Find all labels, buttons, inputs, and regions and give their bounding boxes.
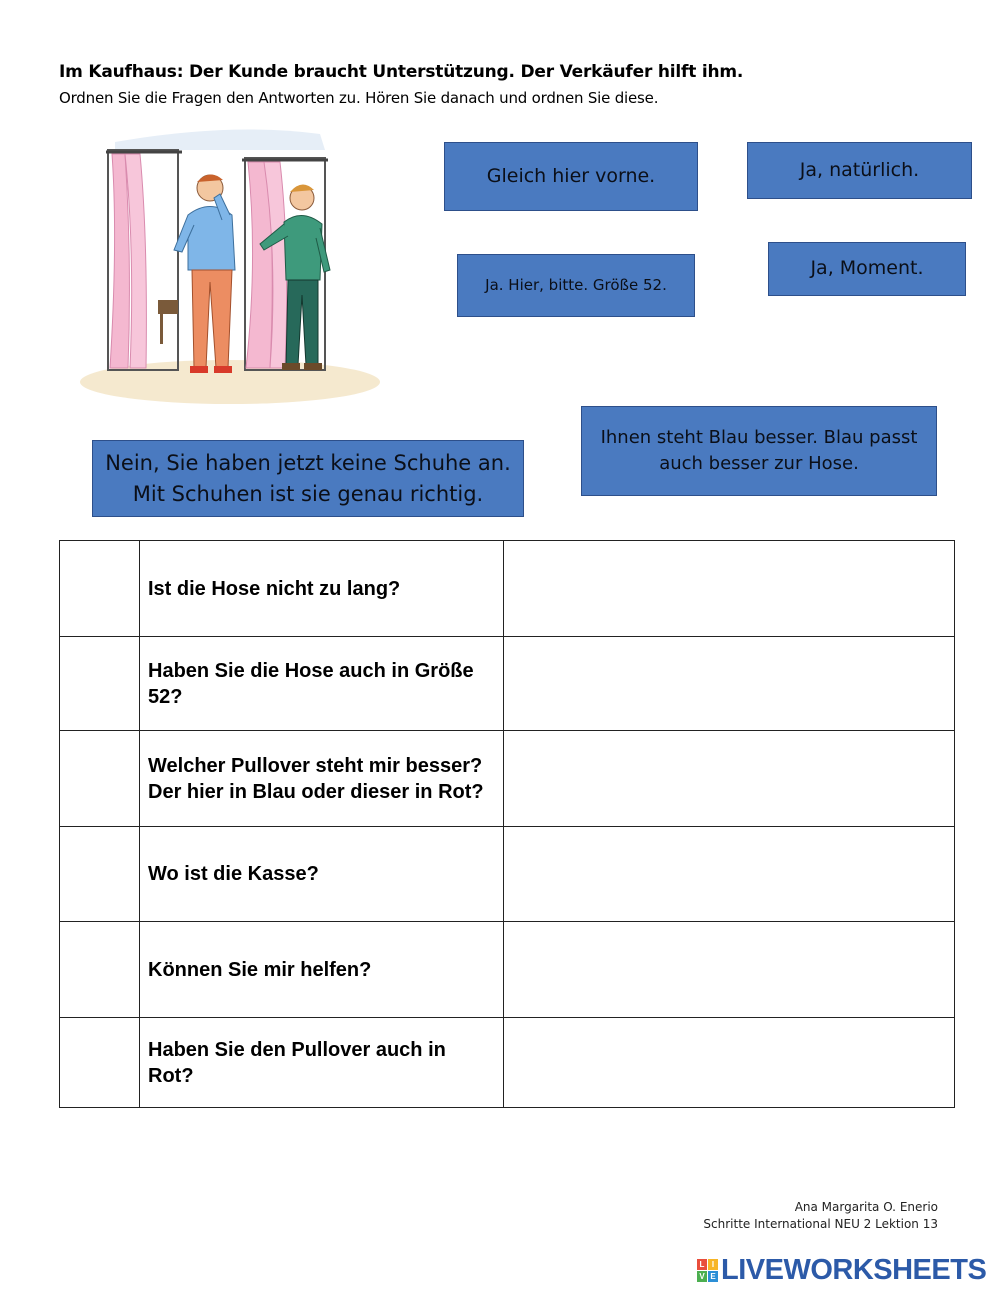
logo-text: LIVEWORKSHEETS bbox=[721, 1253, 987, 1286]
answer-card-line: auch besser zur Hose. bbox=[659, 453, 859, 474]
answer-card-gleich-hier-vorne[interactable] bbox=[444, 142, 698, 211]
liveworksheets-logo bbox=[697, 1252, 986, 1288]
answer-drop-zone[interactable] bbox=[504, 541, 955, 637]
source-credit: Schritte International NEU 2 Lektion 13 bbox=[703, 1217, 938, 1231]
number-cell[interactable] bbox=[60, 1018, 140, 1108]
author-credit: Ana Margarita O. Enerio bbox=[794, 1200, 938, 1214]
worksheet-title: Im Kaufhaus: Der Kunde braucht Unterstützung. Der Verkäufer hilft ihm. bbox=[59, 62, 744, 82]
shop-dressing-room-illustration bbox=[70, 120, 390, 410]
answer-drop-zone[interactable] bbox=[504, 731, 955, 827]
answer-card-line: Mit Schuhen ist sie genau richtig. bbox=[132, 481, 484, 506]
question-cell: Welcher Pullover steht mir besser? Der hier in Blau oder dieser in Rot? bbox=[140, 731, 504, 827]
table-row bbox=[60, 827, 955, 922]
credits bbox=[703, 1199, 938, 1233]
answer-drop-zone[interactable] bbox=[504, 827, 955, 922]
question-cell: Wo ist die Kasse? bbox=[140, 827, 504, 922]
worksheet-instruction: Ordnen Sie die Fragen den Antworten zu. Hören Sie danach und ordnen Sie diese. bbox=[59, 89, 659, 107]
question-cell: Haben Sie den Pullover auch in Rot? bbox=[140, 1018, 504, 1108]
answer-drop-zone[interactable] bbox=[504, 922, 955, 1018]
question-cell: Ist die Hose nicht zu lang? bbox=[140, 541, 504, 637]
table-row bbox=[60, 922, 955, 1018]
number-cell[interactable] bbox=[60, 541, 140, 637]
answer-card-line: Ihnen steht Blau besser. Blau passt bbox=[600, 426, 918, 448]
table-row bbox=[60, 731, 955, 827]
table-row bbox=[60, 1018, 955, 1108]
answer-card-text: Ja. Hier, bitte. Größe 52. bbox=[485, 275, 667, 294]
answer-card-text: Ja, natürlich. bbox=[799, 158, 920, 181]
answer-card-blau-besser[interactable] bbox=[581, 406, 937, 496]
number-cell[interactable] bbox=[60, 731, 140, 827]
answer-drop-zone[interactable] bbox=[504, 1018, 955, 1108]
answer-card-text: Gleich hier vorne. bbox=[486, 164, 656, 187]
answer-card-ja-natuerlich[interactable] bbox=[747, 142, 972, 199]
question-cell: Haben Sie die Hose auch in Größe 52? bbox=[140, 637, 504, 731]
table-row bbox=[60, 637, 955, 731]
answer-card-line: Nein, Sie haben jetzt keine Schuhe an. bbox=[105, 451, 511, 476]
number-cell[interactable] bbox=[60, 922, 140, 1018]
logo-mark-icon: L I V E bbox=[697, 1259, 718, 1282]
question-answer-table bbox=[59, 540, 955, 1108]
answer-card-groesse-52[interactable] bbox=[457, 254, 695, 317]
answer-card-text: Ja, Moment. bbox=[810, 257, 924, 280]
answer-card-keine-schuhe[interactable] bbox=[92, 440, 524, 517]
number-cell[interactable] bbox=[60, 827, 140, 922]
table-row bbox=[60, 541, 955, 637]
answer-drop-zone[interactable] bbox=[504, 637, 955, 731]
question-cell: Können Sie mir helfen? bbox=[140, 922, 504, 1018]
number-cell[interactable] bbox=[60, 637, 140, 731]
answer-card-ja-moment[interactable] bbox=[768, 242, 966, 296]
